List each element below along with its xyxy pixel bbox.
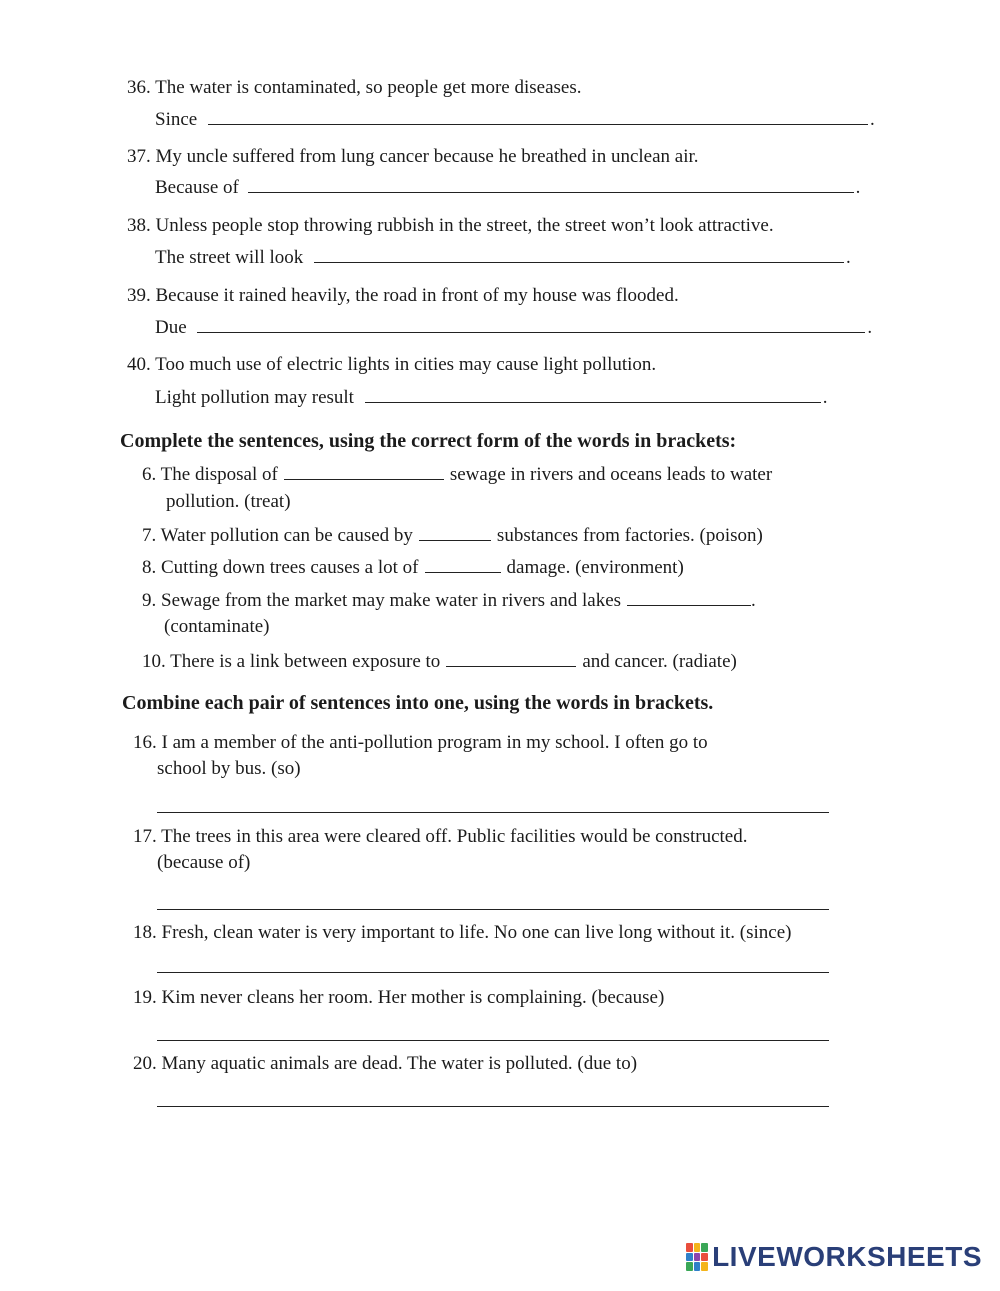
item-text: Many aquatic animals are dead. The water is polluted. (due to)	[161, 1053, 638, 1074]
blank-10[interactable]	[446, 650, 576, 667]
logo-tile	[686, 1243, 693, 1252]
period: .	[855, 177, 861, 198]
item-number: 18.	[133, 922, 157, 943]
question-39	[127, 284, 679, 308]
item-text: Cutting down trees causes a lot of	[161, 557, 419, 578]
logo-tile	[694, 1253, 701, 1262]
answer-prompt: Light pollution may result	[155, 387, 354, 408]
question-text: Because it rained heavily, the road in front of my house was flooded.	[155, 285, 679, 306]
question-number: 36.	[127, 77, 151, 98]
period: .	[869, 109, 875, 130]
item-19	[133, 986, 664, 1010]
item-16	[133, 731, 708, 755]
answer-line-20[interactable]	[157, 1106, 829, 1107]
section-heading-word-forms: Complete the sentences, using the correct form of the words in brackets:	[120, 430, 737, 452]
item-text: .	[751, 590, 756, 611]
answer-line-17[interactable]	[157, 909, 829, 910]
period: .	[867, 317, 873, 338]
item-number: 6.	[142, 464, 157, 485]
blank-9[interactable]	[627, 589, 751, 606]
answer-36	[155, 108, 875, 132]
question-text: The water is contaminated, so people get more diseases.	[155, 77, 582, 98]
answer-37	[155, 176, 860, 200]
item-text: Kim never cleans her room. Her mother is complaining. (because)	[161, 987, 665, 1008]
item-text: and cancer. (radiate)	[582, 651, 737, 672]
item-number: 7.	[142, 525, 157, 546]
logo-tile	[701, 1253, 708, 1262]
item-number: 20.	[133, 1053, 157, 1074]
item-text: The trees in this area were cleared off. Public facilities would be constructed.	[161, 826, 748, 847]
question-37	[127, 145, 699, 169]
item-number: 9.	[142, 590, 157, 611]
answer-prompt: The street will look	[155, 247, 304, 268]
item-text: substances from factories. (poison)	[496, 525, 763, 546]
logo-mark-icon	[686, 1243, 708, 1271]
item-10	[142, 650, 737, 674]
item-number: 10.	[142, 651, 166, 672]
question-number: 38.	[127, 215, 151, 236]
answer-blank-40[interactable]	[365, 386, 821, 403]
item-text: Sewage from the market may make water in rivers and lakes	[161, 590, 622, 611]
question-number: 39.	[127, 285, 151, 306]
answer-line-18[interactable]	[157, 972, 829, 973]
item-text: Water pollution can be caused by	[160, 525, 413, 546]
question-text: Too much use of electric lights in cities may cause light pollution.	[155, 354, 657, 375]
answer-prompt: Because of	[155, 177, 239, 198]
answer-blank-36[interactable]	[208, 108, 868, 125]
item-number: 17.	[133, 826, 157, 847]
item-9	[142, 589, 756, 613]
question-number: 40.	[127, 354, 151, 375]
item-number: 8.	[142, 557, 157, 578]
item-text: damage. (environment)	[506, 557, 684, 578]
logo-tile	[701, 1243, 708, 1252]
logo-tile	[686, 1253, 693, 1262]
item-7	[142, 524, 763, 548]
question-number: 37.	[127, 146, 151, 167]
answer-39	[155, 316, 872, 340]
period: .	[822, 387, 828, 408]
answer-prompt: Due	[155, 317, 187, 338]
answer-line-16[interactable]	[157, 812, 829, 813]
question-38	[127, 214, 774, 238]
answer-prompt: Since	[155, 109, 198, 130]
section-heading-combine: Combine each pair of sentences into one, using the words in brackets.	[122, 692, 714, 714]
period: .	[846, 247, 851, 268]
question-text: My uncle suffered from lung cancer because he breathed in unclean air.	[155, 146, 699, 167]
answer-blank-38[interactable]	[314, 246, 844, 263]
answer-blank-37[interactable]	[248, 176, 854, 193]
item-17-cont: (because of)	[157, 852, 251, 873]
answer-blank-39[interactable]	[197, 316, 865, 333]
blank-8[interactable]	[425, 556, 501, 573]
question-36	[127, 76, 581, 100]
blank-7[interactable]	[419, 524, 491, 541]
item-16-cont: school by bus. (so)	[157, 758, 301, 779]
brand-name: LIVEWORKSHEETS	[712, 1241, 982, 1272]
item-text: The disposal of	[160, 464, 278, 485]
item-text: I am a member of the anti-pollution program in my school. I often go to	[161, 732, 708, 753]
item-6	[142, 463, 772, 487]
item-18	[133, 921, 792, 945]
item-9-cont: (contaminate)	[164, 616, 270, 637]
item-8	[142, 556, 684, 580]
logo-tile	[694, 1262, 701, 1271]
item-20	[133, 1052, 637, 1076]
liveworksheets-logo	[686, 1241, 982, 1273]
item-number: 19.	[133, 987, 157, 1008]
item-6-cont: pollution. (treat)	[166, 491, 291, 512]
question-text: Unless people stop throwing rubbish in the street, the street won’t look attractive.	[155, 215, 774, 236]
blank-6[interactable]	[284, 463, 444, 480]
logo-tile	[701, 1262, 708, 1271]
answer-40	[155, 386, 827, 410]
item-number: 16.	[133, 732, 157, 753]
item-text: Fresh, clean water is very important to life. No one can live long without it. (since)	[161, 922, 792, 943]
logo-tile	[694, 1243, 701, 1252]
answer-38	[155, 246, 851, 270]
question-40	[127, 353, 656, 377]
item-17	[133, 825, 747, 849]
item-text: There is a link between exposure to	[170, 651, 441, 672]
answer-line-19[interactable]	[157, 1040, 829, 1041]
item-text: sewage in rivers and oceans leads to water	[449, 464, 773, 485]
logo-tile	[686, 1262, 693, 1271]
